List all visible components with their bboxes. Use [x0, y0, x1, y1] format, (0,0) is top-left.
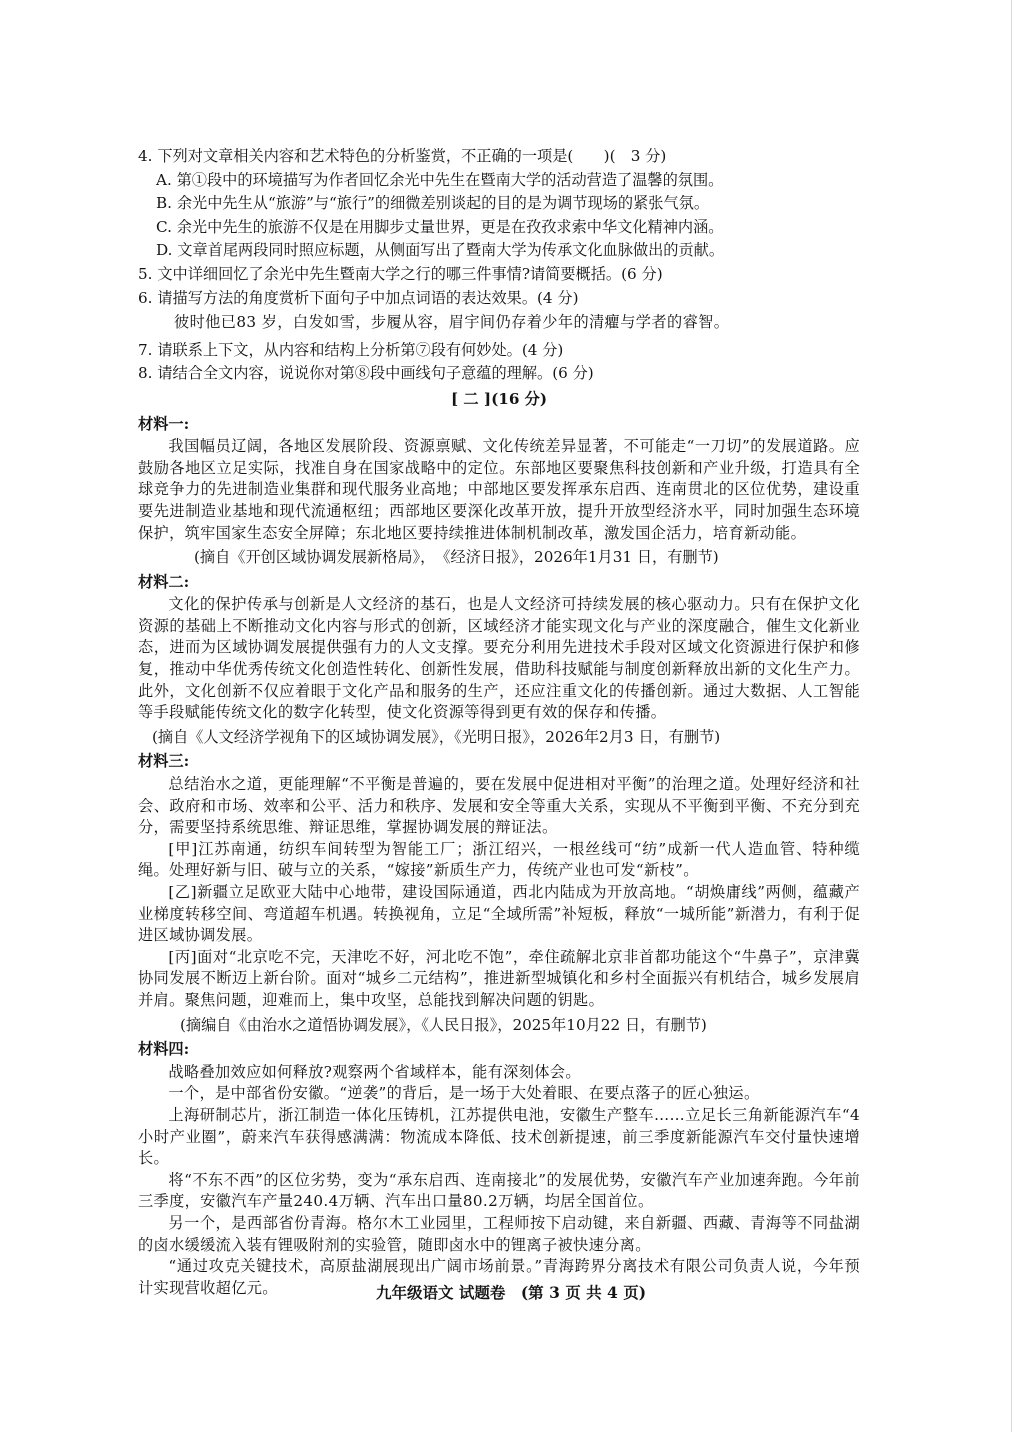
material-3-paragraph-yi: [乙]新疆立足欧亚大陆中心地带，建设国际通道，西北内陆成为开放高地。“胡焕庸线”两侧，蕴藏产业梯度转移空间、弯道超车机遇。转换视角，立足“全域所需”补短板，释放“一城所能”新潜力，有利于促进区域协调发展。 — [138, 883, 860, 945]
question-6-quoted-sentence: 彼时他已83 岁，白发如雪，步履从容，眉宇间仍存着少年的清癯与学者的睿智。 — [174, 313, 730, 332]
scan-edge-line — [1011, 0, 1012, 1432]
material-4-paragraph: 战略叠加效应如何释放?观察两个省域样本，能有深刻体会。 — [168, 1062, 581, 1081]
material-2-title: 材料二: — [138, 572, 190, 591]
material-1-source: (摘自《开创区域协调发展新格局》， 《经济日报》，2026年1月31 日，有删节) — [194, 548, 719, 567]
material-1-title: 材料一: — [138, 414, 190, 433]
material-2-paragraph: 文化的保护传承与创新是人文经济的基石，也是人文经济可持续发展的核心驱动力。只有在保护文化资源的基础上不断推动文化内容与形式的创新，区域经济才能实现文化与产业的深度融合，催生文化新业态，进而为区域协调发展提供强有力的人文支撑。要充分利用先进技术手段对区域文化资源进行保护和修复，推动中华优秀传统文化创造性转化、创新性发展，借助科技赋能与制度创新释放出新的文化生产力。此外，文化创新不仅应着眼于文化产品和服务的生产，还应注重文化的传播创新。通过大数据、人工智能等手段赋能传统文化的数字化转型，使文化资源等得到更有效的保存和传播。 — [138, 595, 860, 722]
question-4-option-a: A. 第①段中的环境描写为作者回忆余光中先生在暨南大学的活动营造了温馨的氛围。 — [156, 170, 724, 189]
question-7: 7. 请联系上下文，从内容和结构上分析第⑦段有何妙处。(4 分) — [138, 340, 564, 359]
question-4-stem: 4. 下列对文章相关内容和艺术特色的分析鉴赏，不正确的一项是( )( 3 分) — [138, 147, 667, 165]
material-3-title: 材料三: — [138, 752, 190, 771]
material-4-paragraph: 一个，是中部省份安徽。“逆袭”的背后，是一场于大处着眼、在要点落子的匠心独运。 — [168, 1084, 760, 1103]
question-8: 8. 请结合全文内容，说说你对第⑧段中画线句子意蕴的理解。(6 分) — [138, 364, 594, 383]
material-4-title: 材料四: — [138, 1040, 190, 1059]
material-1-paragraph: 我国幅员辽阔，各地区发展阶段、资源禀赋、文化传统差异显著，不可能走“一刀切”的发展道路。应鼓励各地区立足实际，找准自身在国家战略中的定位。东部地区要聚焦科技创新和产业升级，打造具有全球竞争力的先进制造业集群和现代服务业高地；中部地区要发挥承东启西、连南贯北的区位优势，建设重要先进制造业基地和现代流通枢纽；西部地区要深化改革开放，提升开放型经济水平，同时加强生态环境保护，筑牢国家生态安全屏障；东北地区要持续推进体制机制改革，激发国企活力，培育新动能。 — [138, 437, 860, 542]
question-4-option-d: D. 文章首尾两段同时照应标题，从侧面写出了暨南大学为传承文化血脉做出的贡献。 — [156, 241, 725, 260]
question-4-option-b: B. 余光中先生从“旅游”与“旅行”的细微差别谈起的目的是为调节现场的紧张气氛。 — [156, 194, 710, 213]
material-4-paragraph: 将“不东不西”的区位劣势，变为“承东启西、连南接北”的发展优势，安徽汽车产业加速奔跑。今年前三季度，安徽汽车产量240.4万辆、汽车出口量80.2万辆，均居全国首位。 — [138, 1170, 860, 1211]
question-5: 5. 文中详细回忆了余光中先生暨南大学之行的哪三件事情?请简要概括。(6 分) — [138, 264, 663, 283]
page-content — [138, 146, 860, 1299]
material-4-paragraph: “通过攻克关键技术，高原盐湖展现出广阔市场前景。”青海跨界分离技术有限公司负责人说，今年预计实现营收超亿元。 — [138, 1257, 860, 1297]
material-3-paragraph: 总结治水之道，更能理解“不平衡是普遍的，要在发展中促进相对平衡”的治理之道。处理好经济和社会、政府和市场、效率和公平、活力和秩序、发展和安全等重大关系，实现从不平衡到平衡、不充分到充分，需要坚持系统思维、辩证思维，掌握协调发展的辩证法。 — [138, 775, 860, 837]
material-3-source: (摘编自《由治水之道悟协调发展》，《人民日报》，2025年10月22 日，有删节) — [180, 1015, 707, 1034]
material-4-paragraph: 另一个，是西部省份青海。格尔木工业园里，工程师按下启动键，来自新疆、西藏、青海等不同盐湖的卤水缓缓流入装有锂吸附剂的实验管，随即卤水中的锂离子被快速分离。 — [138, 1213, 860, 1254]
material-2-source: (摘自《人文经济学视角下的区域协调发展》，《光明日报》，2026年2月3 日，有删节) — [152, 727, 721, 746]
material-4-paragraph: 上海研制芯片，浙江制造一体化压铸机，江苏提供电池，安徽生产整车……立足长三角新能源汽车“4小时产业圈”，蔚来汽车获得感满满：物流成本降低、技术创新提速，前三季度新能源汽车交付量快速增长。 — [138, 1105, 860, 1168]
question-6: 6. 请描写方法的角度赏析下面句子中加点词语的表达效果。(4 分) — [138, 288, 579, 307]
material-3-paragraph-jia: [甲]江苏南通，纺织车间转型为智能工厂；浙江绍兴，一根丝线可“纺”成新一代人造血管、特种缆绳。处理好新与旧、破与立的关系，“嫁接”新质生产力，传统产业也可发“新枝”。 — [138, 839, 860, 880]
page-footer: 九年级语文 试题卷 (第 3 页 共 4 页) — [375, 1283, 647, 1302]
question-4-option-c: C. 余光中先生的旅游不仅是在用脚步丈量世界，更是在孜孜求索中华文化精神内涵。 — [156, 217, 724, 236]
material-3-paragraph-bing: [丙]面对“北京吃不完，天津吃不好，河北吃不饱”，牵住疏解北京非首都功能这个“牛鼻子”，京津冀协同发展不断迈上新台阶。面对“城乡二元结构”，推进新型城镇化和乡村全面振兴有机结合，城乡发展肩并肩。聚焦问题，迎难而上，集中攻坚，总能找到解决问题的钥匙。 — [138, 947, 860, 1009]
section-heading: [ 二 ](16 分) — [450, 389, 548, 408]
